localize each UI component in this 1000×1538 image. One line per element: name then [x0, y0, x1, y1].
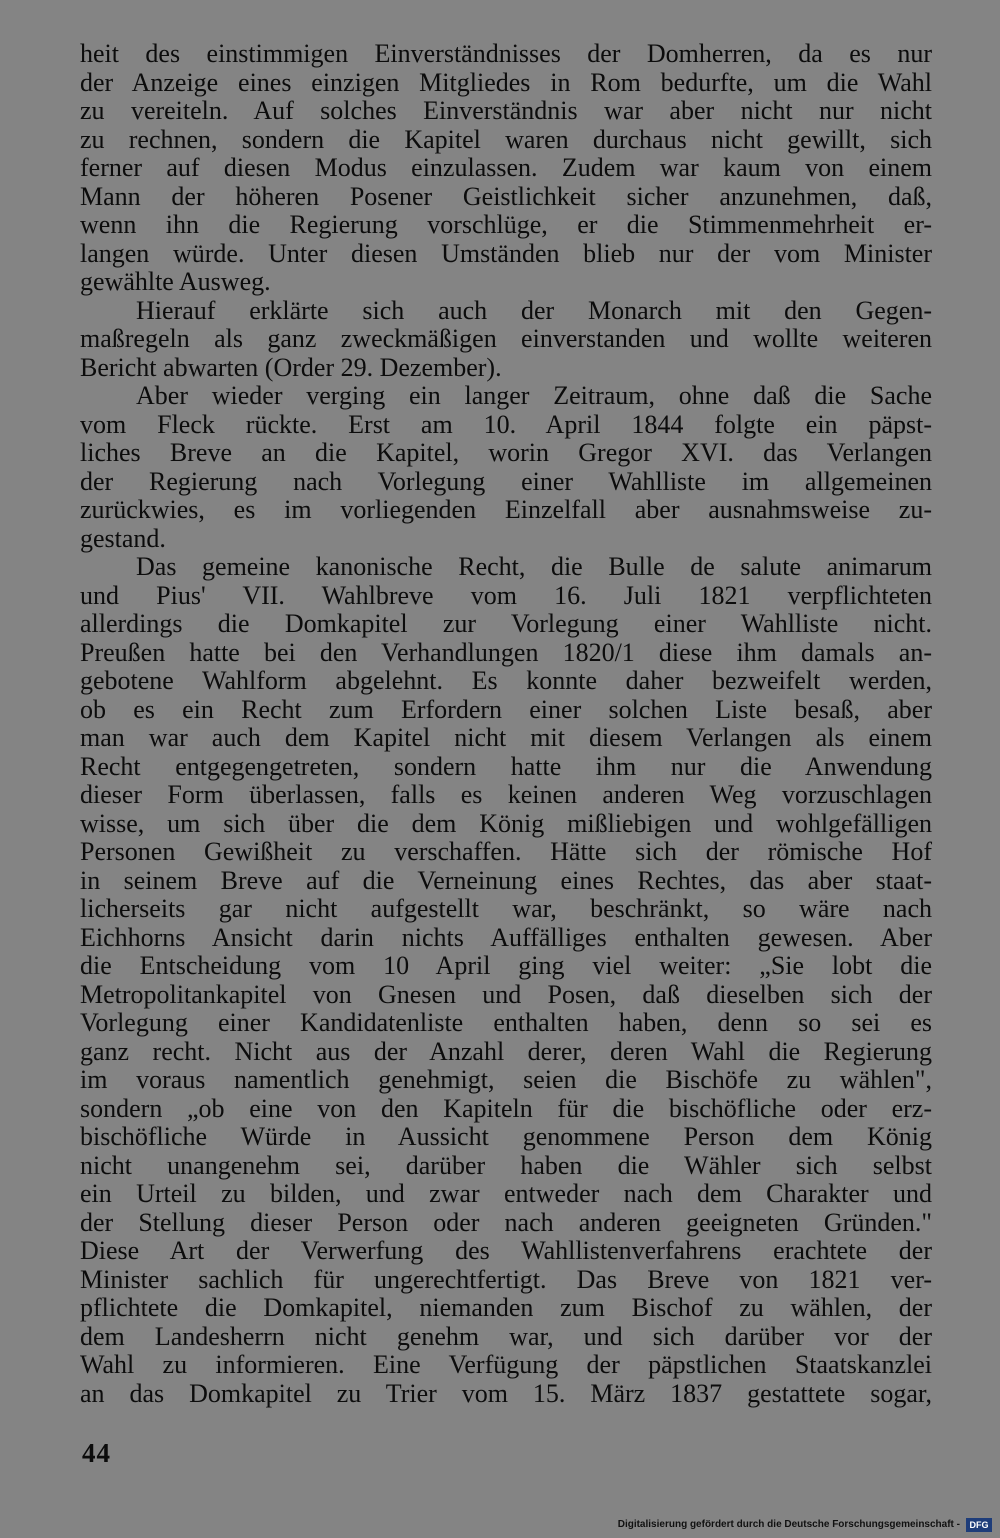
text-line: Metropolitankapitel von Gnesen und Posen, daß dieselben sich der: [80, 979, 932, 1009]
text-line: Mann der höheren Posener Geistlichkeit sicher anzunehmen, daß,: [80, 181, 932, 211]
text-line: Personen Gewißheit zu verschaffen. Hätte sich der römische Hof: [80, 837, 932, 866]
text-line: Das gemeine kanonische Recht, die Bulle de salute animarum: [136, 552, 932, 581]
text-line: allerdings die Domkapitel zur Vorlegung einer Wahlliste nicht.: [80, 609, 932, 638]
text-line: der Stellung dieser Person oder nach anderen geeigneten Gründen.": [80, 1207, 932, 1237]
text-line: dieser Form überlassen, falls es keinen anderen Weg vorzuschlagen: [80, 780, 932, 809]
text-line: zu rechnen, sondern die Kapitel waren durchaus nicht gewillt, sich: [80, 124, 932, 154]
text-line: der Regierung nach Vorlegung einer Wahlliste im allgemeinen: [80, 466, 932, 496]
text-line: wisse, um sich über die dem König mißliebigen und wohlgefälligen: [80, 808, 932, 838]
text-line: pflichtete die Domkapitel, niemanden zum Bischof zu wählen, der: [80, 1293, 932, 1322]
text-line: dem Landesherrn nicht genehm war, und sich darüber vor der: [80, 1321, 932, 1351]
text-line: Eichhorns Ansicht darin nichts Auffälliges enthalten gewesen. Aber: [80, 922, 932, 952]
text-line: maßregeln als ganz zweckmäßigen einverstanden und wollte weiteren: [80, 324, 932, 353]
text-line: und Pius' VII. Wahlbreve vom 16. Juli 1821 verpflichteten: [80, 580, 932, 610]
dfg-logo: DFG: [966, 1518, 992, 1532]
text-line: gebotene Wahlform abgelehnt. Es konnte daher bezweifelt werden,: [80, 666, 932, 695]
text-line: der Anzeige eines einzigen Mitgliedes in Rom bedurfte, um die Wahl: [80, 67, 932, 97]
text-line: sondern „ob eine von den Kapiteln für die bischöfliche oder erz-: [80, 1093, 932, 1123]
text-line: ein Urteil zu bilden, und zwar entweder nach dem Charakter und: [80, 1179, 932, 1208]
text-line: ganz recht. Nicht aus der Anzahl derer, deren Wahl die Regierung: [80, 1036, 932, 1066]
funding-note: Digitalisierung gefördert durch die Deutsche Forschungsgemeinschaft -: [617, 1519, 960, 1530]
text-line: die Entscheidung vom 10 April ging viel weiter: „Sie lobt die: [80, 951, 932, 980]
text-line: gestand.: [80, 523, 166, 553]
text-line: heit des einstimmigen Einverständnisses der Domherren, da es nur: [80, 39, 932, 68]
text-line: nicht unangenehm sei, darüber haben die Wähler sich selbst: [80, 1150, 932, 1180]
text-line: zurückwies, es im vorliegenden Einzelfall aber ausnahmsweise zu-: [80, 495, 932, 524]
text-line: Vorlegung einer Kandidatenliste enthalten haben, denn so sei es: [80, 1008, 932, 1037]
text-line: wenn ihn die Regierung vorschlüge, er die Stimmenmehrheit er-: [80, 210, 932, 239]
text-line: Preußen hatte bei den Verhandlungen 1820/1 diese ihm damals an-: [80, 637, 932, 667]
text-line: gewählte Ausweg.: [80, 267, 271, 296]
text-line: an das Domkapitel zu Trier vom 15. März 1837 gestattete sogar,: [80, 1378, 932, 1408]
text-line: ferner auf diesen Modus einzulassen. Zudem war kaum von einem: [80, 153, 932, 182]
text-line: langen würde. Unter diesen Umständen blieb nur der vom Minister: [80, 238, 932, 268]
text-line: liches Breve an die Kapitel, worin Gregor XVI. das Verlangen: [80, 438, 932, 467]
page-number: 44: [82, 1438, 111, 1468]
body-text: [80, 40, 932, 1408]
text-line: in seinem Breve auf die Verneinung eines Rechtes, das aber staat-: [80, 865, 932, 895]
text-line: man war auch dem Kapitel nicht mit diesem Verlangen als einem: [80, 723, 932, 752]
text-line: Bericht abwarten (Order 29. Dezember).: [80, 352, 502, 382]
text-line: Minister sachlich für ungerechtfertigt. Das Breve von 1821 ver-: [80, 1264, 932, 1294]
text-line: ob es ein Recht zum Erfordern einer solchen Liste besaß, aber: [80, 694, 932, 724]
text-line: zu vereiteln. Auf solches Einverständnis war aber nicht nur nicht: [80, 96, 932, 125]
text-line: licherseits gar nicht aufgestellt war, beschränkt, so wäre nach: [80, 894, 932, 923]
text-line: Diese Art der Verwerfung des Wahllistenverfahrens erachtete der: [80, 1236, 932, 1265]
text-line: Wahl zu informieren. Eine Verfügung der päpstlichen Staatskanzlei: [80, 1350, 932, 1379]
text-line: Aber wieder verging ein langer Zeitraum, ohne daß die Sache: [136, 381, 932, 410]
text-line: Recht entgegengetreten, sondern hatte ihm nur die Anwendung: [80, 751, 932, 781]
text-line: im voraus namentlich genehmigt, seien die Bischöfe zu wählen",: [80, 1065, 932, 1094]
text-line: bischöfliche Würde in Aussicht genommene Person dem König: [80, 1122, 932, 1151]
text-line: Hierauf erklärte sich auch der Monarch mit den Gegen-: [136, 295, 932, 325]
text-line: vom Fleck rückte. Erst am 10. April 1844 folgte ein päpst-: [80, 409, 932, 439]
